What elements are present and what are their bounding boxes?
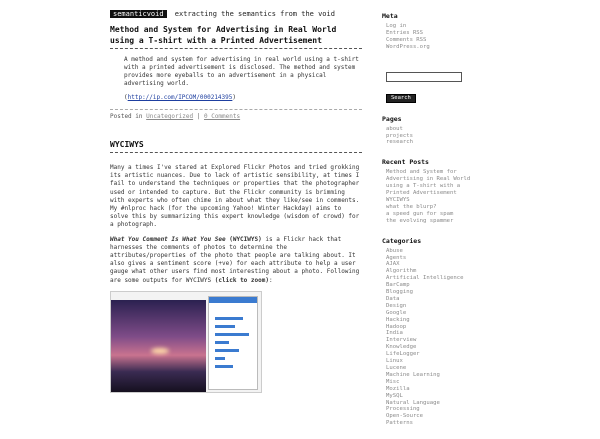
excerpt-link-line — [124, 94, 362, 102]
sidebar-link[interactable]: Comments RSS — [386, 36, 427, 43]
post-title-link[interactable]: WYCIWYS — [110, 139, 362, 153]
category-link[interactable]: Uncategorized — [146, 113, 194, 120]
sidebar-list-item — [386, 351, 482, 358]
sidebar-list-item — [386, 393, 482, 400]
meta-list — [386, 23, 482, 51]
attribute-bar — [215, 325, 235, 328]
sidebar-link[interactable]: Interview — [386, 337, 417, 344]
wyciwys-acronym: (WYCIWYS) — [229, 235, 262, 243]
sidebar-list-item — [386, 358, 482, 365]
post-paragraph — [110, 236, 362, 285]
click-to-zoom: (click to zoom) — [214, 276, 269, 284]
sidebar-list-item — [386, 197, 482, 204]
sidebar-link[interactable]: Data — [386, 295, 400, 302]
sidebar-link[interactable]: Machine Learning — [386, 371, 440, 378]
sidebar-list-item — [386, 30, 482, 37]
search-input[interactable] — [386, 72, 462, 82]
sidebar-list-item — [386, 344, 482, 351]
sidebar-link[interactable]: Log in — [386, 23, 407, 29]
wyciwys-screenshot-image[interactable] — [110, 291, 262, 393]
sidebar-link[interactable]: LifeLogger — [386, 351, 420, 358]
sidebar-search — [382, 63, 482, 103]
sidebar-link[interactable]: projects — [386, 132, 413, 139]
sidebar-link[interactable]: Hacking — [386, 316, 410, 323]
recent-posts-heading: Recent Posts — [382, 158, 429, 167]
sidebar-link[interactable]: MySQL — [386, 392, 403, 399]
sidebar-link[interactable]: Knowledge — [386, 344, 417, 351]
sidebar-list-item — [386, 275, 482, 282]
paragraph-end: : — [268, 276, 273, 284]
post — [110, 24, 362, 121]
sidebar-list-item — [386, 211, 482, 218]
site-logo[interactable]: semanticvoid — [110, 10, 167, 18]
sidebar-link[interactable]: Design — [386, 302, 407, 309]
sidebar-link[interactable]: Artificial Intelligence — [386, 275, 464, 282]
sunset-photo — [111, 300, 206, 392]
categories-list — [386, 248, 482, 428]
sidebar-link[interactable]: Processing — [386, 406, 420, 413]
sidebar-list-item — [386, 204, 482, 211]
sidebar-list-item — [386, 218, 482, 225]
post-body — [110, 164, 362, 285]
sidebar-link[interactable]: Mozilla — [386, 385, 410, 392]
sidebar-link[interactable]: research — [386, 139, 413, 146]
sidebar-link[interactable]: a speed gun for spam — [386, 210, 454, 217]
sidebar-list-item — [386, 255, 482, 262]
sidebar-link[interactable]: Patterns — [386, 420, 413, 427]
sidebar-list-item — [386, 379, 482, 386]
sidebar-link[interactable]: Open-Source — [386, 413, 424, 420]
post-paragraph: Many a times I've stared at Explored Flickr Photos and tried grokking its artistic nuances. Due to lack of artistic sensibility, at times I fail to understand the techniques or properties that the photographer used or intended to capture. But the Flickr community is brimming with experts who often chime in about what they like/see in comments. My #nlproc hack (for the upcoming Yahoo! Winter Hackday) aims to solve this by summarizing this expert knowledge (wisdom of crowd) for a photograph. — [110, 164, 360, 229]
sidebar-list-item — [386, 303, 482, 310]
sidebar-list-item — [386, 169, 482, 197]
sidebar-list-item — [386, 413, 482, 420]
sidebar-link[interactable]: Linux — [386, 358, 403, 365]
post-meta — [110, 109, 362, 121]
attribute-bar — [215, 357, 225, 360]
ip-com-link[interactable]: http://ip.com/IPCOM/000214395 — [127, 94, 233, 101]
sidebar-list-item — [386, 386, 482, 393]
pages-heading: Pages — [382, 114, 402, 123]
sidebar-link[interactable]: WYCIWYS — [386, 196, 410, 203]
sidebar-link[interactable]: Algorithm — [386, 268, 417, 275]
sidebar-list-item — [386, 248, 482, 255]
sidebar-list-item — [386, 126, 482, 133]
sidebar-list-item — [386, 261, 482, 268]
sidebar-list-item — [386, 324, 482, 331]
search-button[interactable]: Search — [386, 94, 416, 103]
categories-heading: Categories — [382, 236, 422, 245]
excerpt-text: A method and system for advertising in real world using a t-shirt with a printed advertisement is disclosed. The method and system provides more eyeballs to an advertisement in a physical advertising world. — [124, 56, 359, 87]
sidebar-list-item — [386, 23, 482, 30]
sidebar-list-item — [386, 296, 482, 303]
meta-heading: Meta — [382, 12, 398, 20]
attributes-panel — [208, 296, 258, 390]
sidebar-list-item — [386, 289, 482, 296]
sidebar-list-item — [386, 133, 482, 140]
sidebar-list-item — [386, 372, 482, 379]
paren-close: ) — [232, 94, 237, 101]
sidebar-list-item — [386, 37, 482, 44]
main-content — [110, 24, 362, 393]
site-header — [110, 9, 335, 19]
sidebar-list-item — [386, 317, 482, 324]
sidebar-list-item — [386, 420, 482, 427]
attribute-bar — [215, 317, 243, 320]
sidebar-link[interactable]: Agents — [386, 254, 407, 261]
panel-header — [209, 297, 257, 303]
paren-open: ( — [124, 94, 128, 101]
sidebar-link[interactable]: what the blurp? — [386, 203, 437, 210]
sidebar-list-item — [386, 44, 482, 51]
sidebar-link[interactable]: AJAX — [386, 261, 400, 268]
sidebar-link[interactable]: BarCamp — [386, 282, 410, 289]
sidebar-list-item — [386, 337, 482, 344]
paragraph-text: is a Flickr hack that harnesses the comments of photos to determine the attributes/properties of the photo that people are talking about. It also gives a sentiment score (+ve) for each attribute to help a user gauge what other users find most interesting about a photo. Following are some outputs for WYCIWYS — [110, 235, 360, 284]
post — [110, 139, 362, 393]
sidebar-meta — [382, 12, 482, 51]
sidebar-list-item — [386, 282, 482, 289]
sidebar-link[interactable]: Google — [386, 309, 407, 316]
pages-list — [386, 126, 482, 147]
sidebar-link[interactable]: India — [386, 330, 403, 337]
sidebar-link[interactable]: about — [386, 125, 403, 132]
post-title-link[interactable]: Method and System for Advertising in Real World using a T-shirt with a Printed Advertisement — [110, 24, 362, 49]
sidebar-list-item — [386, 330, 482, 337]
sidebar-link[interactable]: Abuse — [386, 247, 403, 254]
sidebar-list-item — [386, 310, 482, 317]
sidebar-link[interactable]: the evolving spammer — [386, 217, 454, 224]
meta-separator: | — [196, 113, 201, 120]
attribute-bar — [215, 349, 239, 352]
wyciwys-expansion: What You Comment Is What You See — [110, 235, 226, 243]
recent-posts-list — [386, 169, 482, 224]
attribute-bar — [215, 333, 249, 336]
sidebar-link[interactable]: Lucene — [386, 365, 407, 371]
sidebar-recent-posts — [382, 158, 482, 224]
sidebar-pages — [382, 115, 482, 147]
posted-in-label: Posted in — [110, 113, 143, 120]
attribute-bar — [215, 365, 233, 368]
sidebar-link[interactable]: Method and System for Advertising in Real World using a T-shirt with a Printed Advertisement — [386, 169, 471, 197]
sidebar-link[interactable]: Natural Language — [386, 399, 440, 406]
sidebar-list-item — [386, 400, 482, 407]
sidebar-list-item — [386, 406, 482, 413]
sidebar-link[interactable]: Entries RSS — [386, 29, 424, 36]
comments-link[interactable]: 0 Comments — [203, 113, 241, 120]
sidebar-link[interactable]: Blogging — [386, 289, 413, 296]
attribute-bar — [215, 341, 229, 344]
sidebar-list-item — [386, 268, 482, 275]
sidebar-link[interactable]: Hadoop — [386, 323, 407, 330]
sidebar-list-item — [386, 139, 482, 146]
sidebar-link[interactable]: WordPress.org — [386, 43, 430, 50]
sun-glow — [151, 348, 169, 354]
sidebar-link[interactable]: Misc — [386, 378, 400, 385]
sidebar-list-item — [386, 365, 482, 372]
site-tagline: extracting the semantics from the void — [174, 10, 335, 18]
post-excerpt — [124, 56, 362, 102]
sidebar-categories — [382, 237, 482, 428]
sidebar — [382, 12, 482, 439]
